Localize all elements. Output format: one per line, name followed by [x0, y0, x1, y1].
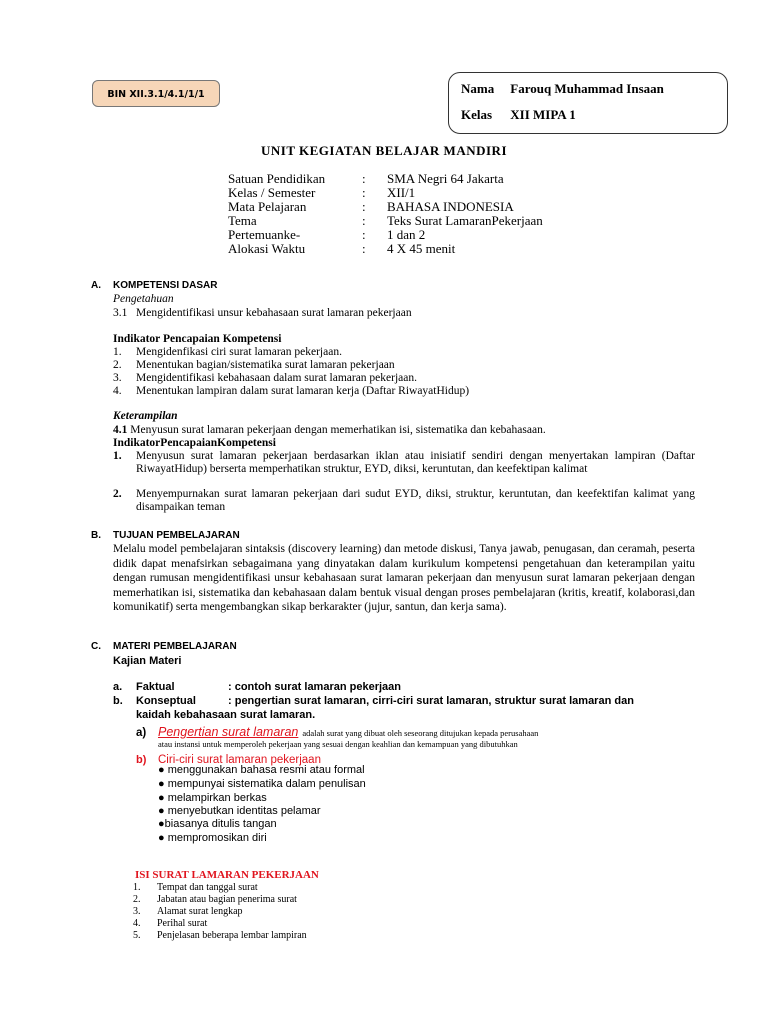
section-title: TUJUAN PEMBELAJARAN [113, 530, 240, 541]
item-text: Alamat surat lengkap [157, 906, 243, 917]
kd-text: Menyusun surat lamaran pekerjaan dengan memerhatikan isi, sistematika dan kebahasaan. [130, 424, 546, 436]
info-value: Teks Surat LamaranPekerjaan [387, 213, 543, 228]
ciri-item: ● menggunakan bahasa resmi atau formal [158, 764, 365, 776]
info-key: Tema [228, 213, 257, 228]
konseptual-text: : pengertian surat lamaran, cirri-ciri surat lamaran, struktur surat lamaran dan [228, 695, 634, 707]
ciri-item: ● mempunyai sistematika dalam penulisan [158, 778, 366, 790]
info-key: Mata Pelajaran [228, 199, 307, 214]
section-letter: A. [91, 280, 101, 291]
faktual-row [113, 681, 401, 693]
indikator-item [113, 372, 417, 385]
item-number: 2. [133, 894, 141, 905]
indikator2-title: IndikatorPencapaianKompetensi [113, 437, 276, 449]
konseptual-row [113, 695, 634, 707]
info-value: 4 X 45 menit [387, 241, 456, 256]
info-colon: : [362, 185, 366, 200]
section-letter: C. [91, 641, 101, 652]
identity-label: Kelas [461, 107, 493, 122]
item-number: 1. [113, 346, 122, 358]
keterampilan-label: Keterampilan [113, 410, 178, 422]
indikator-title: Indikator Pencapaian Kompetensi [113, 333, 282, 345]
pengertian-title: Pengertian surat lamaran [158, 725, 299, 739]
item-letter: b. [113, 695, 123, 707]
info-colon: : [362, 241, 366, 256]
kd-number: 4.1 [113, 424, 128, 436]
info-key: Kelas / Semester [228, 185, 316, 200]
info-value: SMA Negri 64 Jakarta [387, 171, 504, 186]
ciri-item: ● mempromosikan diri [158, 832, 267, 844]
item-text: Mengidentifikasi kebahasaan dalam surat lamaran pekerjaan. [136, 372, 417, 384]
isi-item [133, 930, 307, 941]
item-text: Menyusun surat lamaran pekerjaan berdasarkan iklan atau inisiatif sendiri dengan menyertakan lampiran (Daftar RiwayatHidup) berserta memperhatikan struktur, EYD, diksi, keruntutan, dan keefektipan kalimat [136, 450, 695, 475]
info-key: Pertemuanke- [228, 227, 301, 242]
item-number: 3. [133, 906, 141, 917]
ciri-item: ●biasanya ditulis tangan [158, 818, 277, 830]
document-code-badge: BIN XII.3.1/4.1/1/1 [92, 80, 220, 107]
item-text: Penjelasan beberapa lembar lampiran [157, 930, 307, 941]
kd-3-1 [113, 307, 412, 320]
indikator2-item [113, 488, 695, 514]
indikator-item [113, 385, 469, 398]
faktual-text: : contoh surat lamaran pekerjaan [228, 681, 401, 693]
info-colon: : [362, 199, 366, 214]
faktual-label: Faktual [136, 681, 175, 693]
section-title: KOMPETENSI DASAR [113, 280, 218, 291]
pengetahuan-label: Pengetahuan [113, 293, 174, 305]
item-text: Menentukan lampiran dalam surat lamaran kerja (Daftar RiwayatHidup) [136, 385, 470, 397]
item-number: 3. [113, 372, 122, 384]
konseptual-text-cont: kaidah kebahasaan surat lamaran. [136, 709, 316, 721]
item-number: 1. [133, 882, 141, 893]
ciri-item: ● menyebutkan identitas pelamar [158, 805, 321, 817]
info-value: XII/1 [387, 185, 416, 200]
item-number: 1. [113, 450, 122, 462]
section-letter: B. [91, 530, 101, 541]
section-title: MATERI PEMBELAJARAN [113, 641, 237, 652]
kajian-materi: Kajian Materi [113, 655, 182, 667]
item-letter: b) [136, 754, 147, 766]
item-text: Jabatan atau bagian penerima surat [157, 894, 297, 905]
item-number: 2. [113, 488, 122, 500]
section-c-heading [91, 641, 237, 652]
kd-number: 3.1 [113, 307, 128, 319]
ciri-title: Ciri-ciri surat lamaran pekerjaan [158, 754, 321, 766]
item-number: 4. [133, 918, 141, 929]
konseptual-label: Konseptual [136, 695, 196, 707]
student-identity-box [448, 72, 728, 134]
identity-name-row [461, 81, 664, 97]
item-text: Menentukan bagian/sistematika surat lamaran pekerjaan [136, 359, 395, 371]
indikator-item [113, 346, 342, 359]
item-letter: a. [113, 681, 123, 693]
info-value: 1 dan 2 [387, 227, 426, 242]
info-colon: : [362, 227, 366, 242]
tujuan-paragraph: Melalu model pembelajaran sintaksis (discovery learning) dan metode diskusi, Tanya jawab, penugasan, dan ceramah, peserta didik dapat menafsirkan sebagaimana yang dinyatakan dalam kurikulum kompetensi pengetahuan dan keterampilan yaitu dengan rumusan mengidentifikasi unsur kebahasaan surat lamaran pekerjaan dan menyusun surat lamaran pekerjaan dengan memerhatikan isi, sistematika dan kebahasaan dalam bentuk visual dengan proses pembelajaran (kritis, kreatif, kolaborasi,dan komunikatif) serta mengembangkan sikap berkarakter (jujur, santun, dan kerja sama). [113, 543, 695, 614]
item-number: 4. [113, 385, 122, 397]
indikator2-item [113, 450, 695, 476]
indikator-item [113, 359, 395, 372]
identity-class-row [461, 107, 576, 123]
isi-item [133, 894, 297, 905]
isi-item [133, 918, 207, 929]
section-b-heading [91, 530, 240, 541]
section-a-heading [91, 280, 217, 291]
page-title: UNIT KEGIATAN BELAJAR MANDIRI [261, 143, 507, 158]
ciri-item: ● melampirkan berkas [158, 792, 267, 804]
kd-4-1 [113, 424, 546, 437]
isi-item [133, 906, 243, 917]
kd-text: Mengidentifikasi unsur kebahasaan surat lamaran pekerjaan [136, 307, 412, 319]
item-number: 2. [113, 359, 122, 371]
info-colon: : [362, 171, 366, 186]
pengertian-text-cont: atau instansi untuk memperoleh pekerjaan yang sesuai dengan keahlian dan kemampuan yang dibutuhkan [158, 739, 518, 749]
item-text: Mengidenfikasi ciri surat lamaran pekerjaan. [136, 346, 342, 358]
info-value: BAHASA INDONESIA [387, 199, 514, 214]
pengertian-text: adalah surat yang dibuat oleh seseorang ditujukan kepada perusahaan [302, 728, 539, 738]
item-text: Perihal surat [157, 918, 208, 929]
info-colon: : [362, 213, 366, 228]
item-letter: a) [136, 727, 147, 739]
item-text: Tempat dan tanggal surat [157, 882, 258, 893]
info-key: Satuan Pendidikan [228, 171, 326, 186]
identity-value: XII MIPA 1 [510, 107, 576, 122]
identity-value: Farouq Muhammad Insaan [510, 81, 664, 96]
identity-label: Nama [461, 81, 495, 96]
isi-surat-title: ISI SURAT LAMARAN PEKERJAAN [135, 869, 319, 881]
info-key: Alokasi Waktu [228, 241, 306, 256]
item-number: 5. [133, 930, 141, 941]
item-text: Menyempurnakan surat lamaran pekerjaan dari sudut EYD, diksi, struktur, keruntutan, dan keefektifan kalimat yang disampaikan teman [136, 488, 695, 513]
isi-item [133, 882, 258, 893]
